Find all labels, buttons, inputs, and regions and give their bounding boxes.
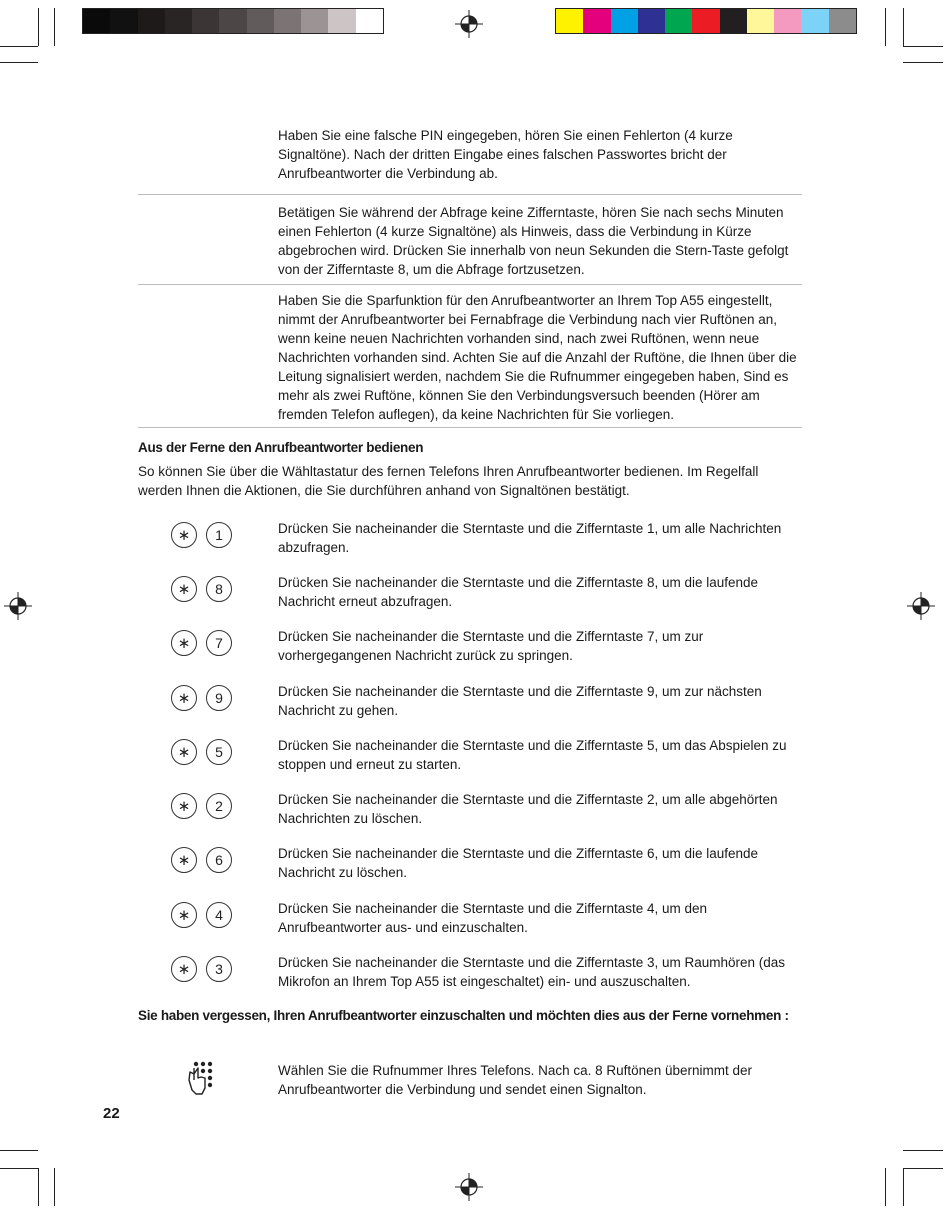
calibration-swatch xyxy=(138,9,165,33)
key-command-row xyxy=(0,899,950,945)
calibration-swatch xyxy=(774,9,801,33)
digit-key-icon: 8 xyxy=(206,576,232,602)
calibration-swatch xyxy=(165,9,192,33)
key-command-description: Drücken Sie nacheinander die Sterntaste und die Zifferntaste 4, um den Anrufbeantworter aus- und einzuschalten. xyxy=(278,901,708,935)
crop-mark xyxy=(0,1150,38,1151)
calibration-swatch xyxy=(692,9,719,33)
page-number: 22 xyxy=(103,1105,120,1122)
dial-instruction-text: Wählen Sie die Rufnummer Ihres Telefons. Nach ca. 8 Ruftönen übernimmt der Anrufbeantworter die Verbindung und sendet einen Signalton. xyxy=(278,1063,752,1097)
info-paragraph-economy-function: Haben Sie die Sparfunktion für den Anrufbeantworter an Ihrem Top A55 eingestellt, nimmt der Anrufbeantworter bei Fernabfrage die Verbindung nach vier Ruftönen an, wenn keine neuen Nachrichten vorhanden sind, nach zwei Ruftönen, wenn neue Nachrichten vorhanden sind. Achten Sie auf die Anzahl der Ruftöne, die Ihnen über die Leitung signalisiert werden, nachdem Sie die Rufnummer eingegeben haben, Sind es mehr als zwei Ruftöne, können Sie den Verbindungsversuch beenden (Hörer am fremden Telefon auflegen), da keine Nachrichten für Sie vorliegen. xyxy=(278,293,797,422)
key-command-row xyxy=(0,790,950,836)
key-command-description: Drücken Sie nacheinander die Sterntaste und die Zifferntaste 5, um das Abspielen zu stoppen und erneut zu starten. xyxy=(278,738,787,772)
key-command-row xyxy=(0,953,950,999)
info-paragraph-wrong-pin: Haben Sie eine falsche PIN eingegeben, hören Sie einen Fehlerton (4 kurze Signaltöne). Nach der dritten Eingabe eines falschen Passwortes bricht der Anrufbeantworter die Verbindung ab. xyxy=(278,128,733,181)
crop-mark xyxy=(903,1168,943,1169)
digit-key-icon: 3 xyxy=(206,956,232,982)
calibration-swatch xyxy=(556,9,583,33)
crop-mark xyxy=(38,8,39,46)
calibration-swatch xyxy=(219,9,246,33)
digit-key-icon: 5 xyxy=(206,739,232,765)
calibration-swatch xyxy=(583,9,610,33)
crop-mark xyxy=(54,8,55,46)
key-command-row xyxy=(0,519,950,565)
key-command-description: Drücken Sie nacheinander die Sterntaste und die Zifferntaste 9, um zur nächsten Nachricht zu gehen. xyxy=(278,684,762,718)
calibration-swatch xyxy=(829,9,856,33)
keypad-dial-icon xyxy=(186,1060,218,1096)
digit-key-icon: 9 xyxy=(206,685,232,711)
crop-mark xyxy=(54,1168,55,1206)
calibration-swatch xyxy=(301,9,328,33)
calibration-swatch xyxy=(110,9,137,33)
star-key-icon: ∗ xyxy=(171,847,197,873)
calibration-swatch xyxy=(192,9,219,33)
gray-calibration-strip xyxy=(82,8,384,34)
calibration-swatch xyxy=(801,9,828,33)
key-command-description: Drücken Sie nacheinander die Sterntaste und die Zifferntaste 6, um die laufende Nachricht zu löschen. xyxy=(278,846,759,880)
digit-key-icon: 4 xyxy=(206,902,232,928)
calibration-swatch xyxy=(328,9,355,33)
digit-key-icon: 6 xyxy=(206,847,232,873)
calibration-swatch xyxy=(611,9,638,33)
key-command-row xyxy=(0,736,950,782)
key-command-row xyxy=(0,627,950,673)
divider xyxy=(138,194,802,195)
info-paragraph-timeout: Betätigen Sie während der Abfrage keine Zifferntaste, hören Sie nach sechs Minuten einen Fehlerton (4 kurze Signaltöne) als Hinweis, dass die Verbindung in Kürze abgebrochen wird. Drücken Sie innerhalb von neun Sekunden die Stern-Taste gefolgt von der Zifferntaste 8, um die Abfrage fortzusetzen. xyxy=(278,205,789,277)
key-command-description: Drücken Sie nacheinander die Sterntaste und die Zifferntaste 8, um die laufende Nachricht erneut abzufragen. xyxy=(278,575,759,609)
key-command-row xyxy=(0,682,950,728)
digit-key-icon: 2 xyxy=(206,793,232,819)
key-command-description: Drücken Sie nacheinander die Sterntaste und die Zifferntaste 1, um alle Nachrichten abzufragen. xyxy=(278,521,782,555)
registration-mark-icon xyxy=(455,10,483,38)
calibration-swatch xyxy=(747,9,774,33)
color-calibration-strip xyxy=(555,8,857,34)
calibration-swatch xyxy=(356,9,383,33)
star-key-icon: ∗ xyxy=(171,902,197,928)
crop-mark xyxy=(0,46,38,47)
registration-mark-icon xyxy=(455,1173,483,1201)
crop-mark xyxy=(0,62,38,63)
key-command-description: Drücken Sie nacheinander die Sterntaste und die Zifferntaste 7, um zur vorhergegangenen Nachricht zurück zu springen. xyxy=(278,629,704,663)
star-key-icon: ∗ xyxy=(171,522,197,548)
star-key-icon: ∗ xyxy=(171,576,197,602)
calibration-swatch xyxy=(274,9,301,33)
calibration-swatch xyxy=(665,9,692,33)
crop-mark xyxy=(903,1150,943,1151)
star-key-icon: ∗ xyxy=(171,630,197,656)
divider xyxy=(138,427,802,428)
key-command-description: Drücken Sie nacheinander die Sterntaste und die Zifferntaste 3, um Raumhören (das Mikrofon an Ihrem Top A55 ist eingeschaltet) ein- und auszuschalten. xyxy=(278,955,786,989)
divider xyxy=(138,284,802,285)
calibration-swatch xyxy=(83,9,110,33)
section-intro-remote-operation: So können Sie über die Wähltastatur des fernen Telefons Ihren Anrufbeantworter bedienen. Im Regelfall werden Ihnen die Aktionen, die Sie durchführen anhand von Signaltönen bestätigt. xyxy=(138,464,759,498)
key-command-description: Drücken Sie nacheinander die Sterntaste und die Zifferntaste 2, um alle abgehörten Nachrichten zu löschen. xyxy=(278,792,778,826)
crop-mark xyxy=(885,8,886,46)
crop-mark xyxy=(38,1168,39,1206)
crop-mark xyxy=(903,46,943,47)
star-key-icon: ∗ xyxy=(171,956,197,982)
calibration-swatch xyxy=(247,9,274,33)
crop-mark xyxy=(0,1168,38,1169)
star-key-icon: ∗ xyxy=(171,685,197,711)
crop-mark xyxy=(903,1168,904,1206)
section-heading-remote-switch-on: Sie haben vergessen, Ihren Anrufbeantworter einzuschalten und möchten dies aus der Ferne vornehmen : xyxy=(138,1008,789,1023)
crop-mark xyxy=(903,62,943,63)
crop-mark xyxy=(903,8,904,46)
digit-key-icon: 7 xyxy=(206,630,232,656)
digit-key-icon: 1 xyxy=(206,522,232,548)
section-heading-remote-operation: Aus der Ferne den Anrufbeantworter bedienen xyxy=(138,440,424,455)
crop-mark xyxy=(885,1168,886,1206)
calibration-swatch xyxy=(638,9,665,33)
calibration-swatch xyxy=(720,9,747,33)
key-command-row xyxy=(0,573,950,619)
star-key-icon: ∗ xyxy=(171,739,197,765)
star-key-icon: ∗ xyxy=(171,793,197,819)
key-command-row xyxy=(0,844,950,890)
